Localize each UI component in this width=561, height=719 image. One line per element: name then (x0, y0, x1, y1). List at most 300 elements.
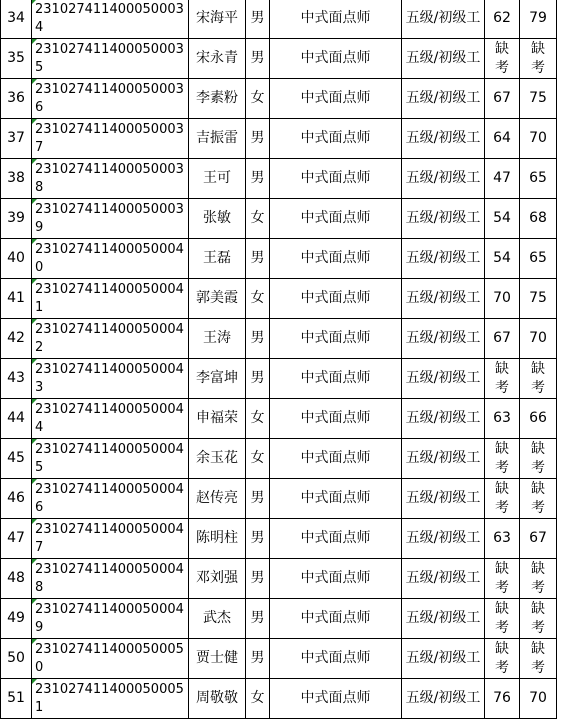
practical-score-cell[interactable] (520, 79, 557, 119)
level-cell[interactable] (402, 679, 485, 719)
occupation-text: 中式面点师 (300, 170, 371, 186)
candidate-name-cell[interactable] (189, 319, 246, 359)
practical-score-text: 65 (529, 170, 547, 186)
candidate-id-cell[interactable] (32, 479, 189, 519)
candidate-id-cell[interactable] (32, 279, 189, 319)
row-number-text: 37 (7, 130, 25, 146)
candidate-name-cell[interactable] (189, 439, 246, 479)
candidate-id-text: 231027411400050004 7 (35, 521, 184, 555)
candidate-name-text: 赵传亮 (196, 490, 238, 506)
candidate-sex-text: 女 (250, 410, 265, 426)
level-text: 五级/初级工 (405, 450, 481, 466)
candidate-sex-cell[interactable] (246, 159, 270, 199)
occupation-cell[interactable] (270, 599, 402, 639)
theory-score-cell[interactable] (485, 359, 520, 399)
row-number-cell[interactable] (1, 479, 32, 519)
occupation-text: 中式面点师 (300, 530, 371, 546)
theory-score-text: 62 (493, 10, 511, 26)
candidate-name-text: 宋永青 (196, 50, 238, 66)
theory-score-cell[interactable] (485, 159, 520, 199)
theory-score-cell[interactable] (485, 0, 520, 39)
practical-score-cell[interactable] (520, 319, 557, 359)
theory-score-cell[interactable] (485, 399, 520, 439)
practical-score-cell[interactable] (520, 159, 557, 199)
occupation-cell[interactable] (270, 199, 402, 239)
candidate-id-text: 231027411400050003 9 (35, 201, 184, 235)
level-text: 五级/初级工 (405, 410, 481, 426)
level-cell[interactable] (402, 519, 485, 559)
occupation-text: 中式面点师 (300, 10, 371, 26)
row-number-text: 43 (7, 370, 25, 386)
candidate-id-cell[interactable] (32, 239, 189, 279)
candidate-name-text: 武杰 (203, 610, 231, 626)
row-number-text: 45 (7, 450, 25, 466)
candidate-sex-cell[interactable] (246, 239, 270, 279)
occupation-cell[interactable] (270, 279, 402, 319)
level-cell[interactable] (402, 0, 485, 39)
candidate-sex-text: 男 (250, 170, 265, 186)
cell-marker-icon (32, 439, 37, 444)
practical-score-text: 缺考 (531, 360, 545, 396)
candidate-sex-text: 女 (250, 210, 265, 226)
level-text: 五级/初级工 (405, 130, 481, 146)
candidate-sex-cell[interactable] (246, 519, 270, 559)
theory-score-text: 63 (493, 410, 511, 426)
practical-score-cell[interactable] (520, 399, 557, 439)
row-number-text: 35 (7, 50, 25, 66)
row-number-text: 40 (7, 250, 25, 266)
theory-score-text: 缺考 (495, 600, 509, 636)
candidate-name-text: 邓刘强 (196, 570, 238, 586)
candidate-id-text: 231027411400050003 6 (35, 81, 184, 115)
row-number-text: 39 (7, 210, 25, 226)
occupation-text: 中式面点师 (300, 370, 371, 386)
occupation-cell[interactable] (270, 439, 402, 479)
theory-score-text: 47 (493, 170, 511, 186)
candidate-id-cell[interactable] (32, 119, 189, 159)
candidate-name-text: 陈明柱 (196, 530, 238, 546)
level-text: 五级/初级工 (405, 170, 481, 186)
candidate-id-cell[interactable] (32, 439, 189, 479)
theory-score-text: 缺考 (495, 360, 509, 396)
candidate-id-text: 231027411400050004 2 (35, 321, 184, 355)
cell-marker-icon (32, 599, 37, 604)
occupation-cell[interactable] (270, 159, 402, 199)
occupation-cell[interactable] (270, 639, 402, 679)
level-text: 五级/初级工 (405, 650, 481, 666)
candidate-sex-text: 女 (250, 450, 265, 466)
table-row (1, 119, 557, 159)
level-text: 五级/初级工 (405, 370, 481, 386)
occupation-text: 中式面点师 (300, 490, 371, 506)
occupation-text: 中式面点师 (300, 210, 371, 226)
occupation-cell[interactable] (270, 479, 402, 519)
table-row (1, 599, 557, 639)
candidate-id-cell[interactable] (32, 0, 189, 39)
candidate-name-cell[interactable] (189, 639, 246, 679)
theory-score-cell[interactable] (485, 519, 520, 559)
candidate-id-text: 231027411400050004 5 (35, 441, 184, 475)
candidate-name-text: 宋海平 (196, 10, 238, 26)
row-number-cell[interactable] (1, 319, 32, 359)
cell-marker-icon (32, 679, 37, 684)
theory-score-text: 67 (493, 90, 511, 106)
candidate-name-text: 王磊 (203, 250, 231, 266)
row-number-cell[interactable] (1, 439, 32, 479)
occupation-text: 中式面点师 (300, 450, 371, 466)
practical-score-cell[interactable] (520, 119, 557, 159)
candidate-name-cell[interactable] (189, 279, 246, 319)
candidate-id-cell[interactable] (32, 399, 189, 439)
row-number-text: 44 (7, 410, 25, 426)
candidate-id-cell[interactable] (32, 319, 189, 359)
practical-score-text: 75 (529, 290, 547, 306)
cell-marker-icon (32, 399, 37, 404)
level-text: 五级/初级工 (405, 610, 481, 626)
candidate-id-cell[interactable] (32, 359, 189, 399)
cell-marker-icon (32, 199, 37, 204)
table-row (1, 159, 557, 199)
level-cell[interactable] (402, 79, 485, 119)
theory-score-cell[interactable] (485, 479, 520, 519)
row-number-text: 42 (7, 330, 25, 346)
candidate-name-text: 余玉花 (196, 450, 238, 466)
candidate-id-text: 231027411400050004 0 (35, 241, 184, 275)
candidate-name-cell[interactable] (189, 519, 246, 559)
candidate-sex-cell[interactable] (246, 559, 270, 599)
candidate-id-text: 231027411400050004 9 (35, 601, 184, 635)
row-number-cell[interactable] (1, 399, 32, 439)
candidate-name-text: 李素粉 (196, 90, 238, 106)
row-number-text: 47 (7, 530, 25, 546)
candidate-sex-cell[interactable] (246, 679, 270, 719)
practical-score-cell[interactable] (520, 679, 557, 719)
practical-score-cell[interactable] (520, 599, 557, 639)
practical-score-text: 缺考 (531, 480, 545, 516)
level-cell[interactable] (402, 439, 485, 479)
cell-marker-icon (32, 279, 37, 284)
level-cell[interactable] (402, 279, 485, 319)
practical-score-text: 缺考 (531, 560, 545, 596)
table-row (1, 519, 557, 559)
practical-score-text: 75 (529, 90, 547, 106)
theory-score-text: 76 (493, 690, 511, 706)
practical-score-cell[interactable] (520, 559, 557, 599)
practical-score-text: 67 (529, 530, 547, 546)
candidate-id-cell[interactable] (32, 599, 189, 639)
occupation-cell[interactable] (270, 319, 402, 359)
candidate-id-text: 231027411400050004 6 (35, 481, 184, 515)
practical-score-text: 70 (529, 690, 547, 706)
candidate-sex-text: 男 (250, 10, 265, 26)
practical-score-text: 缺考 (531, 40, 545, 76)
candidate-sex-cell[interactable] (246, 79, 270, 119)
practical-score-text: 缺考 (531, 600, 545, 636)
theory-score-text: 54 (493, 250, 511, 266)
table-row (1, 439, 557, 479)
practical-score-text: 65 (529, 250, 547, 266)
candidate-sex-cell[interactable] (246, 439, 270, 479)
table-row (1, 679, 557, 719)
occupation-cell[interactable] (270, 39, 402, 79)
occupation-text: 中式面点师 (300, 570, 371, 586)
candidate-id-text: 231027411400050004 1 (35, 281, 184, 315)
candidate-name-cell[interactable] (189, 0, 246, 39)
row-number-cell[interactable] (1, 159, 32, 199)
occupation-cell[interactable] (270, 239, 402, 279)
theory-score-cell[interactable] (485, 79, 520, 119)
occupation-cell[interactable] (270, 0, 402, 39)
candidate-sex-cell[interactable] (246, 639, 270, 679)
table-row (1, 639, 557, 679)
theory-score-cell[interactable] (485, 279, 520, 319)
table-row (1, 79, 557, 119)
candidate-id-cell[interactable] (32, 519, 189, 559)
theory-score-cell[interactable] (485, 639, 520, 679)
occupation-text: 中式面点师 (300, 690, 371, 706)
candidate-id-text: 231027411400050004 8 (35, 561, 184, 595)
candidate-id-text: 231027411400050004 4 (35, 401, 184, 435)
candidate-name-text: 李富坤 (196, 370, 238, 386)
candidate-name-cell[interactable] (189, 159, 246, 199)
candidate-id-cell[interactable] (32, 199, 189, 239)
table-row (1, 199, 557, 239)
practical-score-cell[interactable] (520, 639, 557, 679)
row-number-text: 51 (7, 690, 25, 706)
candidate-name-cell[interactable] (189, 199, 246, 239)
row-number-cell[interactable] (1, 519, 32, 559)
row-number-text: 49 (7, 610, 25, 626)
level-cell[interactable] (402, 199, 485, 239)
practical-score-cell[interactable] (520, 359, 557, 399)
candidate-name-text: 王涛 (203, 330, 231, 346)
candidate-sex-text: 男 (250, 650, 265, 666)
occupation-cell[interactable] (270, 79, 402, 119)
table-row (1, 39, 557, 79)
occupation-text: 中式面点师 (300, 330, 371, 346)
level-cell[interactable] (402, 239, 485, 279)
theory-score-text: 54 (493, 210, 511, 226)
candidate-sex-cell[interactable] (246, 199, 270, 239)
occupation-cell[interactable] (270, 399, 402, 439)
candidate-sex-text: 男 (250, 490, 265, 506)
level-text: 五级/初级工 (405, 90, 481, 106)
cell-marker-icon (32, 0, 37, 4)
candidate-name-cell[interactable] (189, 39, 246, 79)
level-cell[interactable] (402, 359, 485, 399)
theory-score-text: 64 (493, 130, 511, 146)
occupation-cell[interactable] (270, 119, 402, 159)
practical-score-cell[interactable] (520, 39, 557, 79)
cell-marker-icon (32, 239, 37, 244)
candidate-sex-text: 男 (250, 610, 265, 626)
table-row (1, 239, 557, 279)
theory-score-text: 缺考 (495, 40, 509, 76)
occupation-text: 中式面点师 (300, 130, 371, 146)
level-text: 五级/初级工 (405, 290, 481, 306)
level-cell[interactable] (402, 399, 485, 439)
level-cell[interactable] (402, 159, 485, 199)
occupation-text: 中式面点师 (300, 410, 371, 426)
candidate-name-cell[interactable] (189, 359, 246, 399)
practical-score-text: 缺考 (531, 440, 545, 476)
row-number-cell[interactable] (1, 359, 32, 399)
practical-score-text: 68 (529, 210, 547, 226)
row-number-text: 34 (7, 10, 25, 26)
practical-score-cell[interactable] (520, 479, 557, 519)
occupation-cell[interactable] (270, 519, 402, 559)
row-number-text: 36 (7, 90, 25, 106)
row-number-text: 50 (7, 650, 25, 666)
level-cell[interactable] (402, 319, 485, 359)
cell-marker-icon (32, 359, 37, 364)
row-number-cell[interactable] (1, 599, 32, 639)
row-number-cell[interactable] (1, 119, 32, 159)
candidate-sex-text: 男 (250, 250, 265, 266)
table-row (1, 0, 557, 39)
practical-score-text: 79 (529, 10, 547, 26)
theory-score-cell[interactable] (485, 39, 520, 79)
theory-score-text: 缺考 (495, 640, 509, 676)
level-text: 五级/初级工 (405, 490, 481, 506)
candidate-id-cell[interactable] (32, 159, 189, 199)
candidate-name-text: 贾士健 (196, 650, 238, 666)
cell-marker-icon (32, 639, 37, 644)
practical-score-cell[interactable] (520, 519, 557, 559)
candidate-id-text: 231027411400050003 4 (35, 1, 184, 35)
theory-score-cell[interactable] (485, 119, 520, 159)
cell-marker-icon (32, 559, 37, 564)
occupation-text: 中式面点师 (300, 650, 371, 666)
candidate-id-cell[interactable] (32, 559, 189, 599)
theory-score-cell[interactable] (485, 199, 520, 239)
row-number-cell[interactable] (1, 639, 32, 679)
candidate-sex-text: 男 (250, 130, 265, 146)
row-number-cell[interactable] (1, 0, 32, 39)
candidate-name-cell[interactable] (189, 559, 246, 599)
row-number-cell[interactable] (1, 239, 32, 279)
candidate-sex-cell[interactable] (246, 279, 270, 319)
theory-score-cell[interactable] (485, 239, 520, 279)
theory-score-text: 缺考 (495, 480, 509, 516)
practical-score-cell[interactable] (520, 439, 557, 479)
row-number-cell[interactable] (1, 39, 32, 79)
candidate-name-text: 张敏 (203, 210, 231, 226)
level-text: 五级/初级工 (405, 530, 481, 546)
candidate-sex-text: 男 (250, 50, 265, 66)
level-cell[interactable] (402, 559, 485, 599)
candidate-name-cell[interactable] (189, 599, 246, 639)
theory-score-text: 缺考 (495, 440, 509, 476)
occupation-cell[interactable] (270, 359, 402, 399)
practical-score-cell[interactable] (520, 279, 557, 319)
cell-marker-icon (32, 159, 37, 164)
row-number-cell[interactable] (1, 679, 32, 719)
theory-score-cell[interactable] (485, 559, 520, 599)
candidate-name-cell[interactable] (189, 239, 246, 279)
cell-marker-icon (32, 319, 37, 324)
row-number-text: 38 (7, 170, 25, 186)
level-text: 五级/初级工 (405, 50, 481, 66)
candidate-name-text: 郭美霞 (196, 290, 238, 306)
candidate-id-text: 231027411400050004 3 (35, 361, 184, 395)
candidate-sex-cell[interactable] (246, 479, 270, 519)
level-cell[interactable] (402, 599, 485, 639)
level-cell[interactable] (402, 479, 485, 519)
practical-score-cell[interactable] (520, 0, 557, 39)
candidate-name-text: 王可 (203, 170, 231, 186)
occupation-text: 中式面点师 (300, 90, 371, 106)
occupation-cell[interactable] (270, 559, 402, 599)
candidate-sex-cell[interactable] (246, 119, 270, 159)
candidate-sex-cell[interactable] (246, 399, 270, 439)
candidate-name-cell[interactable] (189, 479, 246, 519)
level-text: 五级/初级工 (405, 690, 481, 706)
table-row (1, 399, 557, 439)
candidate-id-text: 231027411400050005 0 (35, 641, 184, 675)
candidate-id-cell[interactable] (32, 639, 189, 679)
level-cell[interactable] (402, 639, 485, 679)
candidate-name-cell[interactable] (189, 119, 246, 159)
table-row (1, 559, 557, 599)
occupation-text: 中式面点师 (300, 250, 371, 266)
theory-score-cell[interactable] (485, 679, 520, 719)
candidate-sex-text: 男 (250, 370, 265, 386)
candidate-name-cell[interactable] (189, 679, 246, 719)
theory-score-text: 缺考 (495, 560, 509, 596)
practical-score-text: 缺考 (531, 640, 545, 676)
occupation-cell[interactable] (270, 679, 402, 719)
theory-score-text: 63 (493, 530, 511, 546)
candidate-id-cell[interactable] (32, 39, 189, 79)
row-number-cell[interactable] (1, 79, 32, 119)
level-text: 五级/初级工 (405, 210, 481, 226)
practical-score-cell[interactable] (520, 239, 557, 279)
row-number-cell[interactable] (1, 279, 32, 319)
candidate-sex-text: 女 (250, 90, 265, 106)
row-number-cell[interactable] (1, 199, 32, 239)
candidate-sex-cell[interactable] (246, 599, 270, 639)
practical-score-text: 70 (529, 330, 547, 346)
candidate-id-text: 231027411400050005 1 (35, 681, 184, 715)
cell-marker-icon (32, 39, 37, 44)
level-text: 五级/初级工 (405, 570, 481, 586)
practical-score-cell[interactable] (520, 199, 557, 239)
candidate-id-text: 231027411400050003 7 (35, 121, 184, 155)
theory-score-cell[interactable] (485, 319, 520, 359)
candidate-id-cell[interactable] (32, 679, 189, 719)
candidate-sex-cell[interactable] (246, 319, 270, 359)
level-cell[interactable] (402, 39, 485, 79)
candidate-sex-text: 男 (250, 570, 265, 586)
candidate-name-cell[interactable] (189, 79, 246, 119)
table-row (1, 359, 557, 399)
row-number-cell[interactable] (1, 559, 32, 599)
candidate-name-cell[interactable] (189, 399, 246, 439)
level-cell[interactable] (402, 119, 485, 159)
candidate-name-text: 周敬敬 (196, 690, 238, 706)
theory-score-cell[interactable] (485, 599, 520, 639)
occupation-text: 中式面点师 (300, 290, 371, 306)
candidate-sex-cell[interactable] (246, 359, 270, 399)
level-text: 五级/初级工 (405, 330, 481, 346)
candidate-id-cell[interactable] (32, 79, 189, 119)
candidate-id-text: 231027411400050003 5 (35, 41, 184, 75)
candidate-sex-cell[interactable] (246, 39, 270, 79)
practical-score-text: 70 (529, 130, 547, 146)
theory-score-cell[interactable] (485, 439, 520, 479)
candidate-sex-cell[interactable] (246, 0, 270, 39)
